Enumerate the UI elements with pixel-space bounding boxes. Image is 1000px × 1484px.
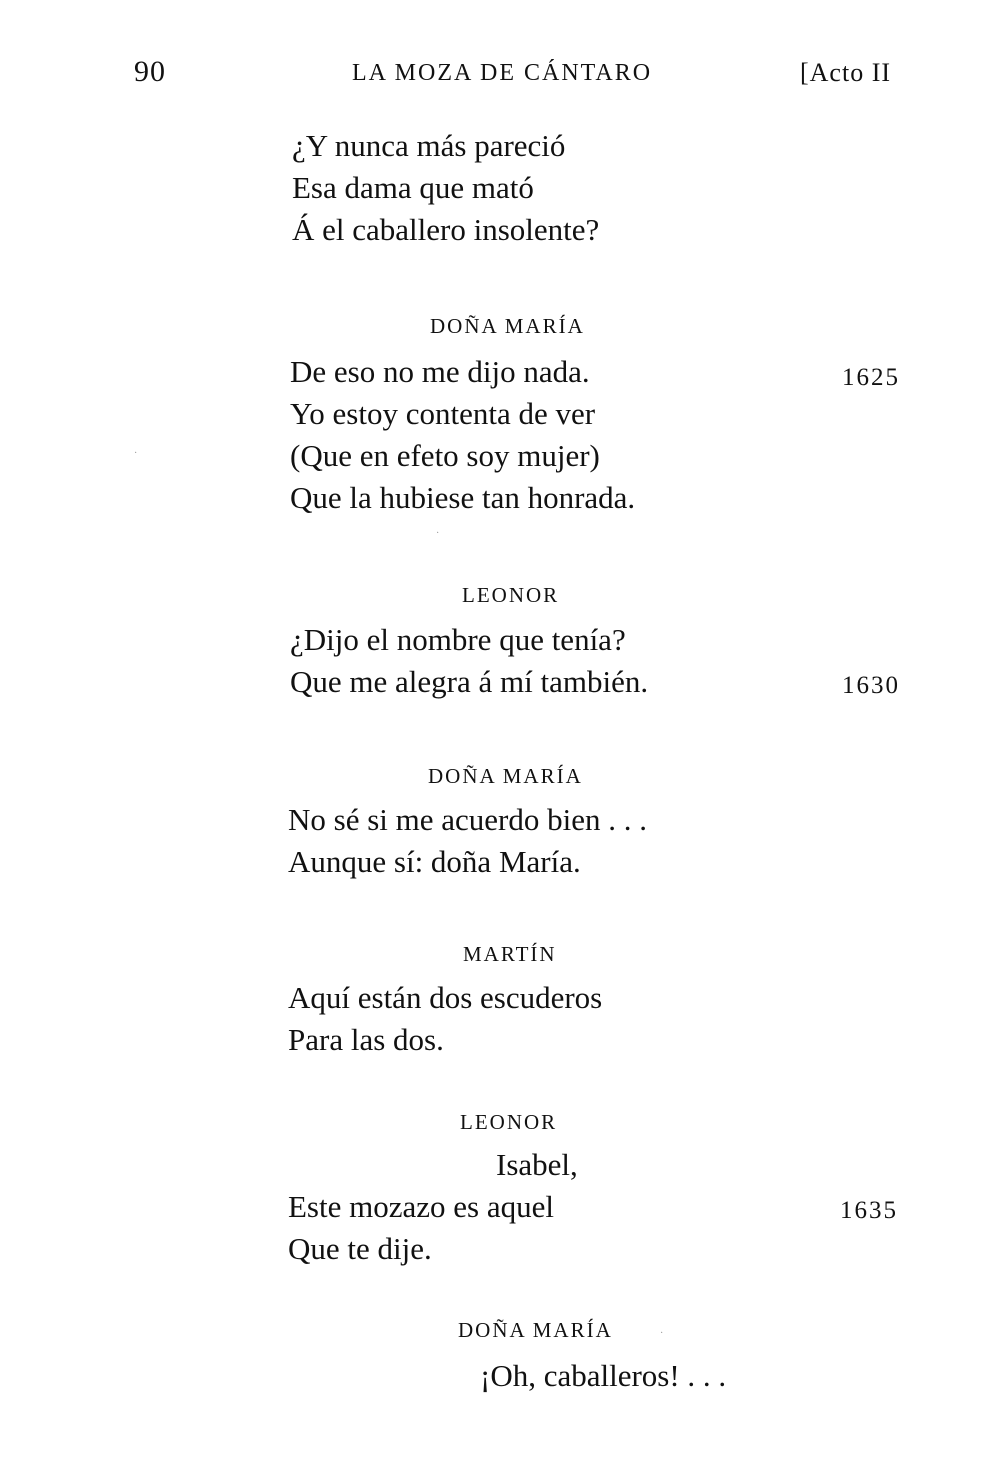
verse-line: Isabel, xyxy=(496,1147,578,1182)
speaker-name: LEONOR xyxy=(460,1110,558,1134)
page-number: 90 xyxy=(134,55,166,88)
verse-line: Aquí están dos escuderos xyxy=(288,980,603,1015)
verse-line: Para las dos. xyxy=(288,1022,444,1057)
speaker-name: DOÑA MARÍA xyxy=(428,764,583,788)
speaker-name: DOÑA MARÍA xyxy=(458,1318,613,1342)
speaker-name: MARTÍN xyxy=(463,942,557,966)
verse-line: ¿Dijo el nombre que tenía? xyxy=(290,622,626,657)
verse-line: Que te dije. xyxy=(288,1231,432,1266)
verse-line: De eso no me dijo nada. xyxy=(290,354,590,389)
scan-speck: · xyxy=(436,528,440,539)
verse-line: Esa dama que mató xyxy=(292,170,534,205)
verse-line: Que la hubiese tan honrada. xyxy=(290,480,636,515)
verse-line: Este mozazo es aquel xyxy=(288,1189,554,1224)
line-number: 1625 xyxy=(842,364,900,391)
running-title: LA MOZA DE CÁNTARO xyxy=(352,60,653,86)
verse-line: ¡Oh, caballeros! . . . xyxy=(480,1358,727,1393)
speaker-name: LEONOR xyxy=(462,583,560,607)
verse-line: Á el caballero insolente? xyxy=(292,212,600,247)
verse-line: ¿Y nunca más pareció xyxy=(292,128,566,163)
scan-speck: · xyxy=(134,448,138,459)
verse-line: Yo estoy contenta de ver xyxy=(290,396,596,431)
verse-line: Aunque sí: doña María. xyxy=(288,844,581,879)
verse-line: (Que en efeto soy mujer) xyxy=(290,438,600,473)
line-number: 1635 xyxy=(840,1197,898,1224)
act-label: [Acto II xyxy=(800,58,892,87)
verse-line: No sé si me acuerdo bien . . . xyxy=(288,802,647,837)
verse-line: Que me alegra á mí también. xyxy=(290,664,649,699)
scan-speck: · xyxy=(660,1328,664,1339)
line-number: 1630 xyxy=(842,672,900,699)
speaker-name: DOÑA MARÍA xyxy=(430,314,585,338)
